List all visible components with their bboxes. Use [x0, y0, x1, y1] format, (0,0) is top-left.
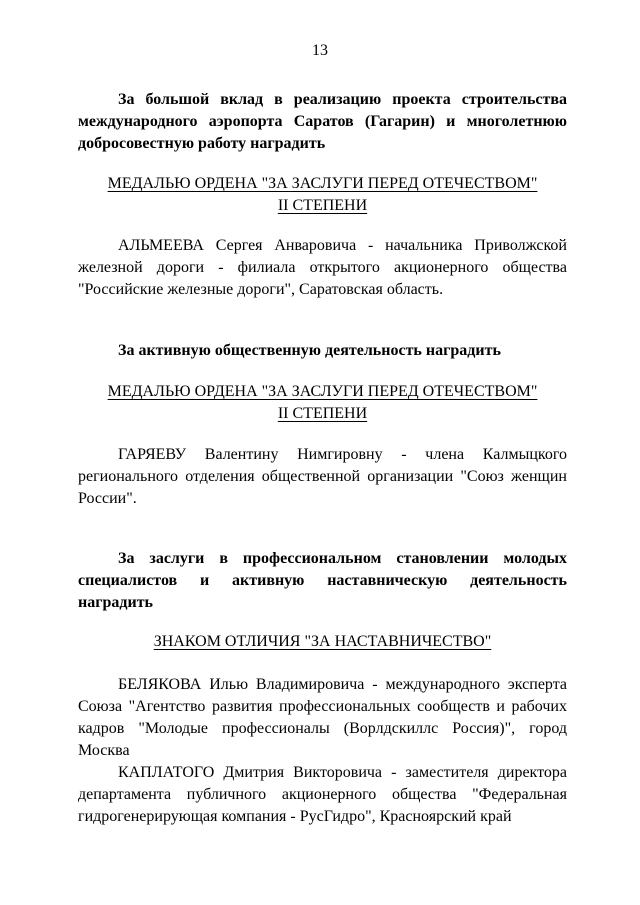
section-3-award-line-1: ЗНАКОМ ОТЛИЧИЯ "ЗА НАСТАВНИЧЕСТВО": [153, 633, 492, 650]
section-1-award-line-1: МЕДАЛЬЮ ОРДЕНА "ЗА ЗАСЛУГИ ПЕРЕД ОТЕЧЕСТВОМ": [107, 175, 538, 192]
section-3-recipient-1: БЕЛЯКОВА Илью Владимировича - международного эксперта Союза "Агентство развития профессиональных сообществ и рабочих кадров "Молодые профессионалы (Ворлдскиллс Россия)", город Москва: [78, 676, 567, 759]
section-3-recipient-2: КАПЛАТОГО Дмитрия Викторовича - заместителя директора департамента публичного акционерного общества "Федеральная гидрогенерирующая компания - РусГидро", Красноярский край: [78, 764, 567, 825]
section-2-award-line-2: II СТЕПЕНИ: [277, 405, 368, 422]
section-2-award-title: [78, 381, 567, 425]
section-1-award-line-2: II СТЕПЕНИ: [277, 197, 368, 214]
section-2-intro: За активную общественную деятельность наградить: [118, 342, 501, 359]
section-1-recipient-1: АЛЬМЕЕВА Сергея Анваровича - начальника Приволжской железной дороги - филиала открытого акционерного общества "Российские железные дороги", Саратовская область.: [78, 237, 567, 298]
section-2-award-line-1: МЕДАЛЬЮ ОРДЕНА "ЗА ЗАСЛУГИ ПЕРЕД ОТЕЧЕСТВОМ": [107, 383, 538, 400]
section-1-intro: За большой вклад в реализацию проекта строительства международного аэропорта Саратов (Гагарин) и многолетнюю добросовестную работу наградить: [78, 91, 567, 152]
section-3-award-title: [78, 631, 567, 653]
section-3-intro: За заслуги в профессиональном становлении молодых специалистов и активную наставническую деятельность наградить: [78, 550, 567, 611]
section-2-recipient-1: ГАРЯЕВУ Валентину Нимгировну - члена Калмыцкого регионального отделения общественной организации "Союз женщин России".: [78, 446, 567, 507]
section-1-award-title: [78, 173, 567, 217]
page-number: 13: [312, 42, 328, 59]
